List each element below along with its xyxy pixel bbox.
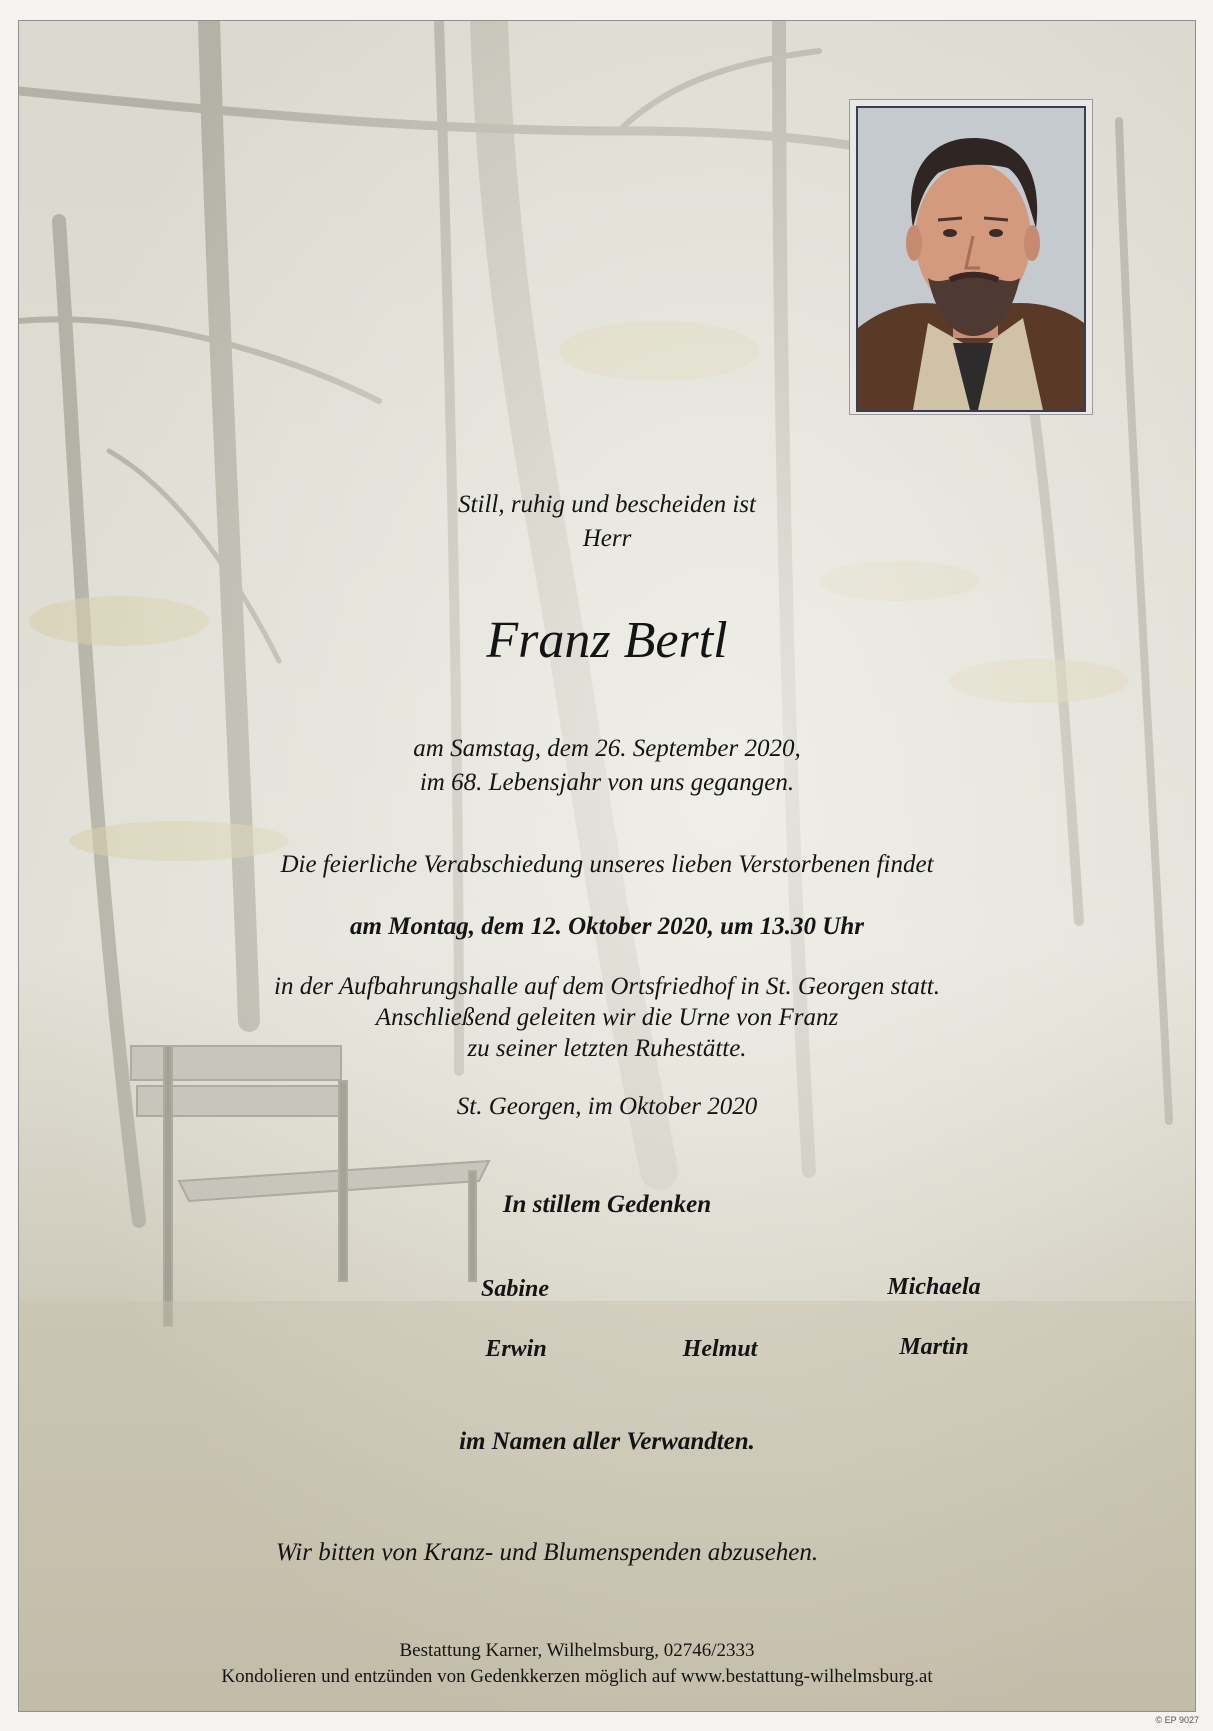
intro-line-2: Herr xyxy=(582,525,632,552)
remembrance-heading: In stillem Gedenken xyxy=(502,1191,712,1218)
mourner-name: Erwin xyxy=(485,1336,547,1362)
death-line-2: im 68. Lebensjahr von uns gegangen. xyxy=(419,769,795,796)
mourner-name: Michaela xyxy=(887,1274,981,1300)
ceremony-place-line-2: Anschließend geleiten wir die Urne von Franz xyxy=(375,1004,839,1031)
undertaker-info: Bestattung Karner, Wilhelmsburg, 02746/2333 xyxy=(399,1640,755,1661)
ceremony-place-line-1: in der Aufbahrungshalle auf dem Ortsfriedhof in St. Georgen statt. xyxy=(274,973,940,1000)
mourner-name: Martin xyxy=(899,1334,969,1360)
print-code: © EP 9027 xyxy=(1155,1715,1199,1725)
relatives-line: im Namen aller Verwandten. xyxy=(459,1428,755,1455)
place-date: St. Georgen, im Oktober 2020 xyxy=(456,1093,758,1120)
deceased-name: Franz Bertl xyxy=(486,612,728,669)
portrait-frame xyxy=(849,99,1093,415)
intro-line-1: Still, ruhig und bescheiden ist xyxy=(458,491,756,518)
condolence-info: Kondolieren und entzünden von Gedenkkerzen möglich auf www.bestattung-wilhelmsburg.at xyxy=(221,1666,933,1687)
mourner-name: Sabine xyxy=(480,1276,549,1302)
death-line-1: am Samstag, dem 26. September 2020, xyxy=(413,735,801,762)
ceremony-place-line-3: zu seiner letzten Ruhestätte. xyxy=(467,1035,747,1062)
mourner-name: Helmut xyxy=(682,1336,758,1362)
donation-request: Wir bitten von Kranz- und Blumenspenden abzusehen. xyxy=(275,1539,819,1566)
ceremony-date: am Montag, dem 12. Oktober 2020, um 13.30 Uhr xyxy=(350,913,864,940)
parte-sheet xyxy=(18,20,1196,1712)
ceremony-intro: Die feierliche Verabschiedung unseres lieben Verstorbenen findet xyxy=(280,851,934,878)
portrait-photo xyxy=(856,106,1086,412)
